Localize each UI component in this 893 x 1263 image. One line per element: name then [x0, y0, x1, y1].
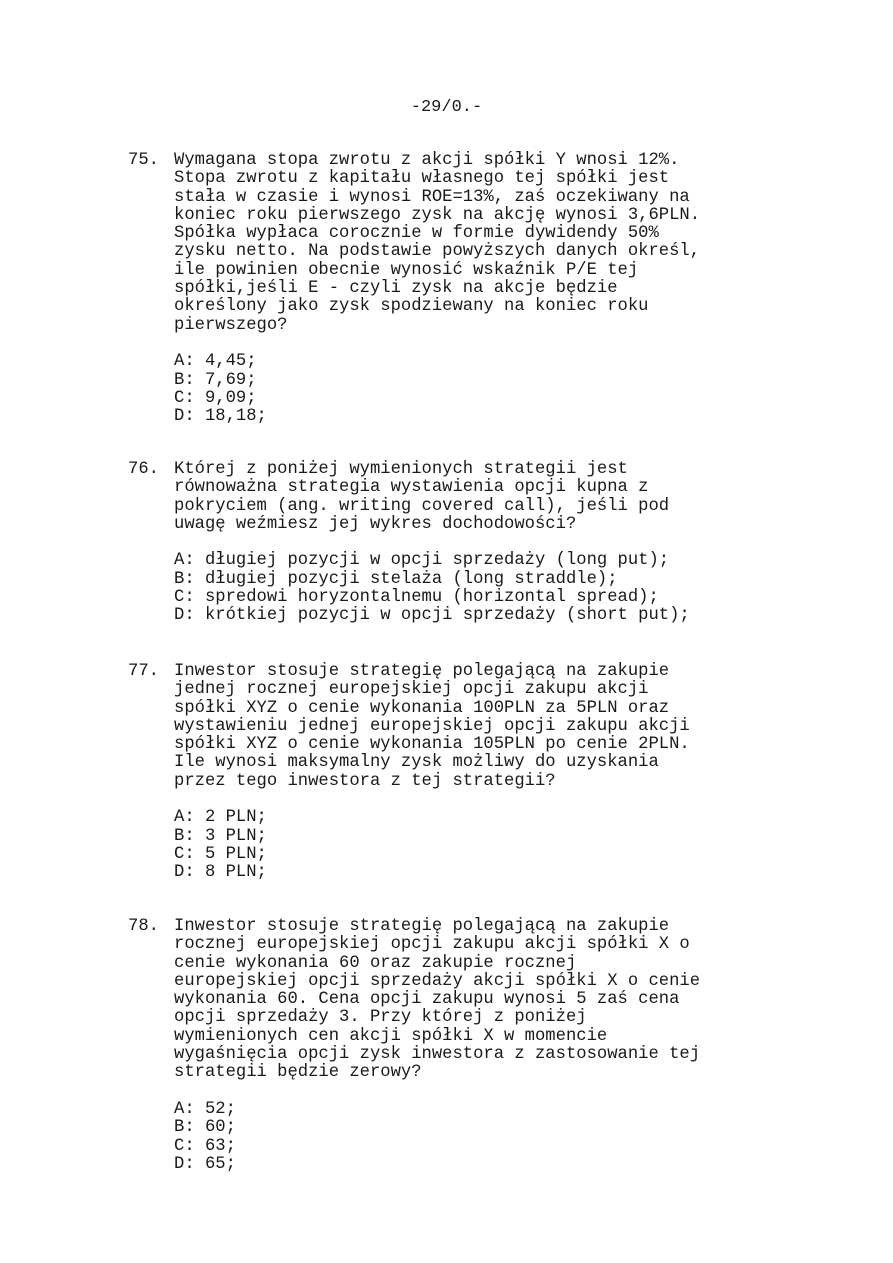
question-number: 75.	[128, 151, 159, 170]
question-line: rocznej europejskiej opcji zakupu akcji spółki X o	[174, 935, 690, 955]
question-line: Wymagana stopa zwrotu z akcji spółki Y wnosi 12%.	[174, 151, 680, 170]
answer-option-b: B: długiej pozycji stelaża (long straddle);	[174, 569, 618, 589]
question-line: wymienionych cen akcji spółki X w momencie	[174, 1026, 608, 1046]
question-line: Inwestor stosuje strategię polegającą na zakupie	[174, 917, 670, 936]
question-line: Stopa zwrotu z kapitału własnego tej spółki jest	[174, 169, 670, 189]
question-line: jednej rocznej europejskiej opcji zakupu akcji	[174, 680, 649, 700]
question-line: europejskiej opcji sprzedaży akcji spółki X o cenie	[174, 971, 701, 991]
answer-option-b: B: 3 PLN;	[174, 826, 267, 846]
question-77	[128, 663, 868, 900]
answer-option-a: A: 4,45;	[174, 352, 257, 372]
question-text	[174, 918, 868, 1083]
question-line: Spółka wypłaca corocznie w formie dywidendy 50%	[174, 224, 659, 244]
question-line: cenie wykonania 60 oraz zakupie rocznej	[174, 953, 577, 973]
answer-option-c: C: 9,09;	[174, 388, 257, 408]
answer-list	[174, 809, 868, 882]
page-number: -29/0.-	[410, 98, 483, 117]
question-line: spółki,jeśli E - czyli zysk na akcje będzie	[174, 279, 618, 299]
question-text	[174, 461, 868, 534]
question-text	[174, 663, 868, 791]
question-line: Inwestor stosuje strategię polegającą na zakupie	[174, 662, 670, 681]
question-line: wygaśnięcia opcji zysk inwestora z zastosowanie tej	[174, 1045, 701, 1065]
answer-option-c: C: 63;	[174, 1136, 236, 1156]
question-line: strategii będzie zerowy?	[174, 1063, 422, 1083]
question-line: uwagę weźmiesz jej wykres dochodowości?	[174, 514, 577, 534]
answer-option-a: A: długiej pozycji w opcji sprzedaży (long put);	[174, 551, 670, 571]
question-line: określony jako zysk spodziewany na koniec roku	[174, 297, 649, 317]
answer-list	[174, 353, 868, 426]
answer-option-d: D: 65;	[174, 1154, 236, 1174]
question-number: 78.	[128, 917, 159, 936]
question-line: równoważna strategia wystawienia opcji kupna z	[174, 478, 649, 498]
question-line: przez tego inwestora z tej strategii?	[174, 771, 556, 791]
question-line: koniec roku pierwszego zysk na akcję wynosi 3,6PLN.	[174, 205, 701, 225]
question-line: pokryciem (ang. writing covered call), jeśli pod	[174, 496, 670, 516]
question-line: Której z poniżej wymienionych strategii jest	[174, 460, 628, 479]
answer-list	[174, 1101, 868, 1174]
question-75	[128, 152, 868, 444]
question-78	[128, 918, 868, 1191]
question-number: 77.	[128, 662, 159, 681]
question-line: wystawieniu jednej europejskiej opcji zakupu akcji	[174, 716, 690, 736]
question-line: zysku netto. Na podstawie powyższych danych określ,	[174, 242, 701, 262]
answer-option-b: B: 7,69;	[174, 370, 257, 390]
answer-list	[174, 552, 868, 625]
question-line: pierwszego?	[174, 315, 288, 335]
question-number: 76.	[128, 460, 159, 479]
question-line: ile powinien obecnie wynosić wskaźnik P/E tej	[174, 260, 639, 280]
answer-option-d: D: krótkiej pozycji w opcji sprzedaży (short put);	[174, 606, 690, 626]
answer-option-a: A: 52;	[174, 1099, 236, 1119]
question-line: spółki XYZ o cenie wykonania 100PLN za 5PLN oraz	[174, 698, 670, 718]
answer-option-a: A: 2 PLN;	[174, 808, 267, 828]
question-line: wykonania 60. Cena opcji zakupu wynosi 5 zaś cena	[174, 990, 680, 1010]
question-line: Ile wynosi maksymalny zysk możliwy do uzyskania	[174, 753, 659, 773]
question-line: stała w czasie i wynosi ROE=13%, zaś oczekiwany na	[174, 187, 690, 207]
answer-option-d: D: 18,18;	[174, 407, 267, 427]
answer-option-c: C: spredowi horyzontalnemu (horizontal spread);	[174, 588, 659, 608]
question-76	[128, 461, 868, 643]
answer-option-d: D: 8 PLN;	[174, 863, 267, 883]
question-text	[174, 152, 868, 335]
question-line: spółki XYZ o cenie wykonania 105PLN po cenie 2PLN.	[174, 735, 690, 755]
answer-option-b: B: 60;	[174, 1118, 236, 1138]
answer-option-c: C: 5 PLN;	[174, 844, 267, 864]
question-line: opcji sprzedaży 3. Przy której z poniżej	[174, 1008, 587, 1028]
